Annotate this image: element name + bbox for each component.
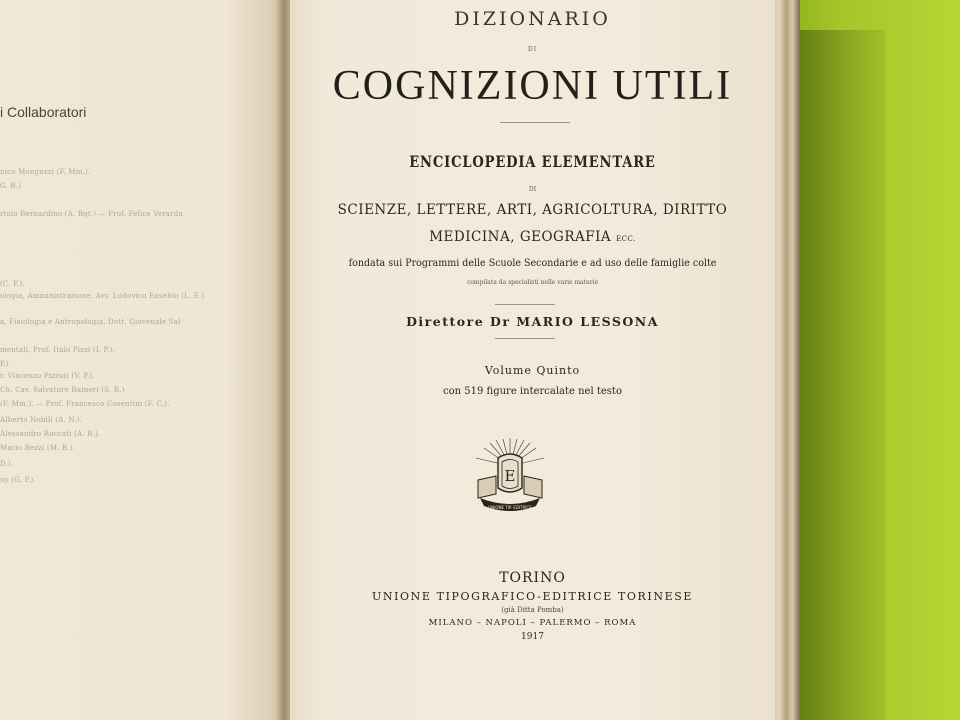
collaborator-line: P.). [0, 360, 12, 368]
divider [495, 338, 555, 339]
volume-label: Volume Quinto [484, 364, 581, 377]
dizionario-label: DIZIONARIO [454, 8, 611, 30]
emblem-banner-text: UNIONE TIP. EDITRICE [488, 505, 532, 510]
divider [495, 304, 555, 305]
subjects-ecc: ECC. [615, 235, 636, 243]
collaborator-line: r. Vincenzo Pizzuti (V. P.). [0, 372, 95, 380]
collaborator-line: nico Monguzzi (F. Mm.). [0, 168, 91, 176]
main-title: COGNIZIONI UTILI [332, 63, 733, 109]
collaborator-line: (C. F.). [0, 280, 25, 288]
collaborator-line: D.). [0, 460, 14, 468]
subjects-line-1: SCIENZE, LETTERE, ARTI, AGRICOLTURA, DIRITTO [337, 202, 728, 218]
former-name: (già Ditta Pomba) [501, 606, 564, 614]
divider [500, 122, 570, 123]
subtitle: ENCICLOPEDIA ELEMENTARE [409, 152, 656, 171]
collaborator-line: Mario Bezzi (M. B.). [0, 444, 76, 452]
collaborator-line: Alessandro Roccati (A. R.). [0, 430, 101, 438]
collaborators-heading: i Collaboratori [0, 104, 87, 120]
collaborator-line: rtolo Bernardino (A. Bgt.) — Prof. Felice Verarda [0, 210, 183, 218]
collaborator-line: G. B.) [0, 182, 22, 190]
collaborator-line: mentali, Prof. Italo Pizzi (I. P.). [0, 346, 115, 354]
di-label: DI [527, 46, 538, 53]
svg-text:E: E [504, 467, 516, 485]
publication-year: 1917 [521, 632, 544, 642]
collaborator-line: Alberto Nobili (A. N.). [0, 416, 82, 424]
subjects-line-2 [290, 229, 775, 245]
city-label: TORINO [499, 570, 566, 586]
left-page [0, 0, 282, 720]
publisher-emblem-icon [470, 436, 550, 522]
book-shadow [795, 30, 885, 720]
collaborator-line: a, Fisiologia e Antropologia, Dott. Giovenale Sal- [0, 318, 184, 326]
di-label: DI [528, 186, 537, 193]
collaborator-line: ny (G. P.). [0, 476, 36, 484]
foundation-line: fondata sui Programmi delle Scuole Secondarie e ad uso delle famiglie colte [348, 258, 717, 269]
publisher-name: UNIONE TIPOGRAFICO-EDITRICE TORINESE [372, 590, 693, 603]
collaborator-line: (F. Mm.). — Prof. Francesco Cosentini (F. C.). [0, 400, 170, 408]
compiled-line: compilata da specialisti nelle varie materie [466, 279, 599, 286]
title-page [290, 0, 775, 720]
director-line: Direttore Dr MARIO LESSONA [406, 314, 659, 329]
collaborator-line: ologia, Amministrazione, Avv. Ludovico Eusebio (L. E.) [0, 292, 205, 300]
subjects-line-2-text: MEDICINA, GEOGRAFIA [429, 229, 612, 245]
figures-line: con 519 figure intercalate nel testo [443, 386, 622, 397]
collaborator-line: Ch. Cav. Salvatore Raineri (S. R.) [0, 386, 125, 394]
publisher-cities: MILANO – NAPOLI – PALERMO – ROMA [428, 618, 637, 628]
